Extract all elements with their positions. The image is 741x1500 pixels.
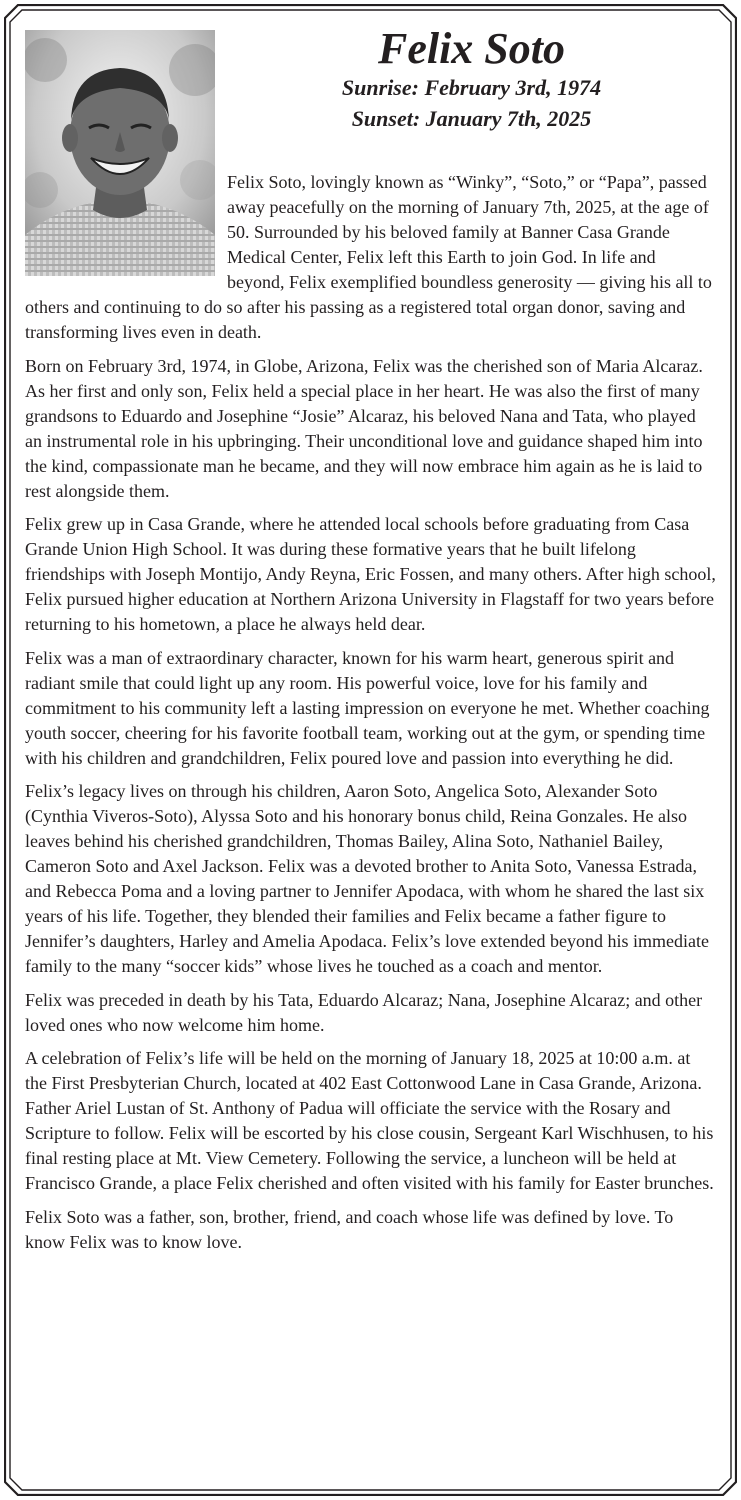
portrait-photo-icon [25,30,215,276]
deceased-name: Felix Soto [377,24,566,73]
paragraph-birth: Born on February 3rd, 1974, in Globe, Arizona, Felix was the cherished son of Maria Alcaraz. As her first and only son, Felix held a special place in her heart. He was also the first of many grandsons to Eduardo and Josephine “Josie” Alcaraz, his beloved Nana and Tata, who played an instrumental role in his upbringing. Their unconditional love and guidance shaped him into the kind, compassionate man he became, and they will now embrace him again as he is laid to rest alongside them. [25,355,703,501]
obituary-body [25,170,716,1255]
paragraph-education: Felix grew up in Casa Grande, where he attended local schools before graduating from Casa Grande Union High School. It was during these formative years that he built lifelong friendships with Joseph Montijo, Andy Reyna, Eric Fossen, and many others. After high school, Felix pursued higher education at Northern Arizona University in Flagstaff for two years before returning to his hometown, a place he always held dear. [25,514,716,634]
sunrise-date: Sunrise: February 3rd, 1974 [341,75,602,100]
paragraph-legacy: Felix’s legacy lives on through his children, Aaron Soto, Angelica Soto, Alexander Soto (Cynthia Viveros-Soto), Alyssa Soto and his honorary bonus child, Reina Gonzales. He also leaves behind his cherished grandchildren, Thomas Bailey, Alina Soto, Nathaniel Bailey, Cameron Soto and Axel Jackson. Felix was a devoted brother to Anita Soto, Vanessa Estrada, and Rebecca Poma and a loving partner to Jennifer Apodaca, with whom he shared the last six years of his life. Together, they blended their families and Felix became a father figure to Jennifer’s daughters, Harley and Amelia Apodaca. Felix’s love extended beyond his immediate family to the many “soccer kids” whose lives he touched as a coach and mentor. [25,781,709,976]
paragraph-preceded: Felix was preceded in death by his Tata, Eduardo Alcaraz; Nana, Josephine Alcaraz; and other loved ones who now welcome him home. [25,989,703,1035]
sunset-date: Sunset: January 7th, 2025 [351,106,592,131]
paragraph-intro: Felix Soto, lovingly known as “Winky”, “Soto,” or “Papa”, passed away peacefully on the morning of January 7th, 2025, at the age of 50. Surrounded by his beloved family at Banner Casa Grande Medical Center, Felix left this Earth to join God. In life and beyond, Felix exemplified boundless generosity — giving his all to others and continuing to do so after his passing as a registered total organ donor, saving and transforming lives even in death. [25,172,712,342]
obituary-content [25,24,716,1263]
paragraph-character: Felix was a man of extraordinary character, known for his warm heart, generous spirit and radiant smile that could light up any room. His powerful voice, love for his family and commitment to his community left a lasting impression on everyone he met. Whether coaching youth soccer, cheering for his favorite football team, working out at the gym, or spending time with his children and grandchildren, Felix poured love and passion into everything he did. [25,647,710,768]
paragraph-closing: Felix Soto was a father, son, brother, friend, and coach whose life was defined by love. To know Felix was to know love. [25,1206,674,1252]
obituary-header [225,24,716,134]
paragraph-service: A celebration of Felix’s life will be held on the morning of January 18, 2025 at 10:00 a.m. at the First Presbyterian Church, located at 402 East Cottonwood Lane in Casa Grande, Arizona. Father Ariel Lustan of St. Anthony of Padua will officiate the service with the Rosary and Scripture to follow. Felix will be escorted by his close cousin, Sergeant Karl Wischhusen, to his final resting place at Mt. View Cemetery. Following the service, a luncheon will be held at Francisco Grande, a place Felix cherished and often visited with his family for Easter brunches. [25,1048,714,1193]
